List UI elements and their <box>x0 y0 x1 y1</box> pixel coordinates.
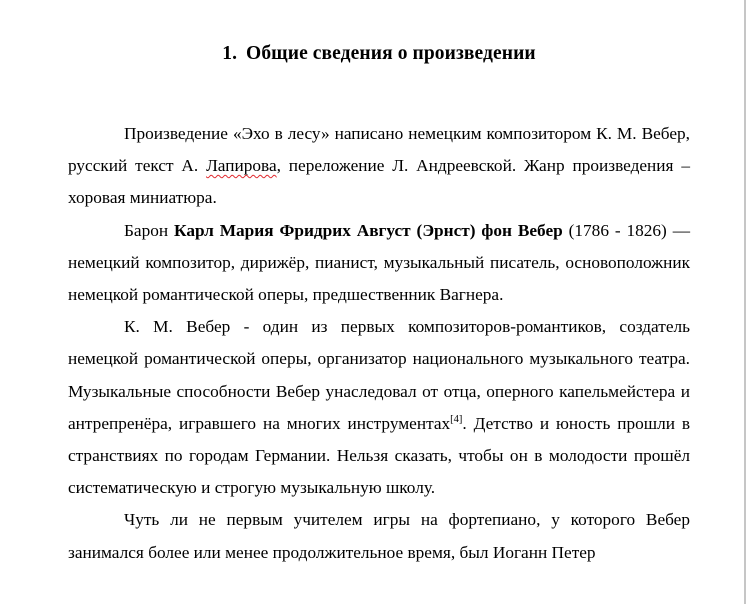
paragraph-composer-bio <box>68 215 690 312</box>
paragraph-composer-background <box>68 311 690 504</box>
paragraph-text: Чуть ли не первым учителем игры на фортепиано, у которого Вебер занимался более или менее продолжительное время, был Иоганн Петер <box>68 510 690 562</box>
section-number: 1. <box>222 43 238 64</box>
paragraph-text: К. М. Вебер - один из первых композиторов-романтиков, создатель немецкой романтической оперы, организатор национального музыкального театра. Музыкальные способности Вебер унаследовал от отца, оперного капельмейстера и антрепренёра, игравшего на многих инструментах <box>68 317 690 433</box>
paragraph-text: , переложение Л. Андреевской. Жанр произведения – хоровая миниатюра. <box>68 156 690 208</box>
composer-full-name: Карл Мария Фридрих Август (Эрнст) фон Вебер <box>174 220 563 240</box>
spellcheck-flagged-word[interactable]: Лапирова <box>206 156 277 176</box>
empty-line <box>68 70 690 118</box>
footnote-reference[interactable]: [4] <box>450 414 463 426</box>
paragraph-text: (1786 - 1826) — немецкий композитор, дирижёр, пианист, музыкальный писатель, основоположник немецкой романтической оперы, предшественник Вагнера. <box>68 220 690 305</box>
section-heading <box>68 38 690 70</box>
section-title: Общие сведения о произведении <box>246 43 536 64</box>
paragraph-text: . Детство и юность прошли в странствиях по городам Германии. Нельзя сказать, чтобы он в молодости прошёл систематическую и строгую музыкальную школу. <box>68 413 690 498</box>
paragraph-text: Барон <box>124 220 175 240</box>
document-body[interactable] <box>68 38 690 569</box>
paragraph-work-info <box>68 118 690 215</box>
paragraph-first-teacher <box>68 504 690 568</box>
paragraph-text: Произведение «Эхо в лесу» написано немецким композитором К. М. Вебер, русский текст А. <box>68 124 690 176</box>
